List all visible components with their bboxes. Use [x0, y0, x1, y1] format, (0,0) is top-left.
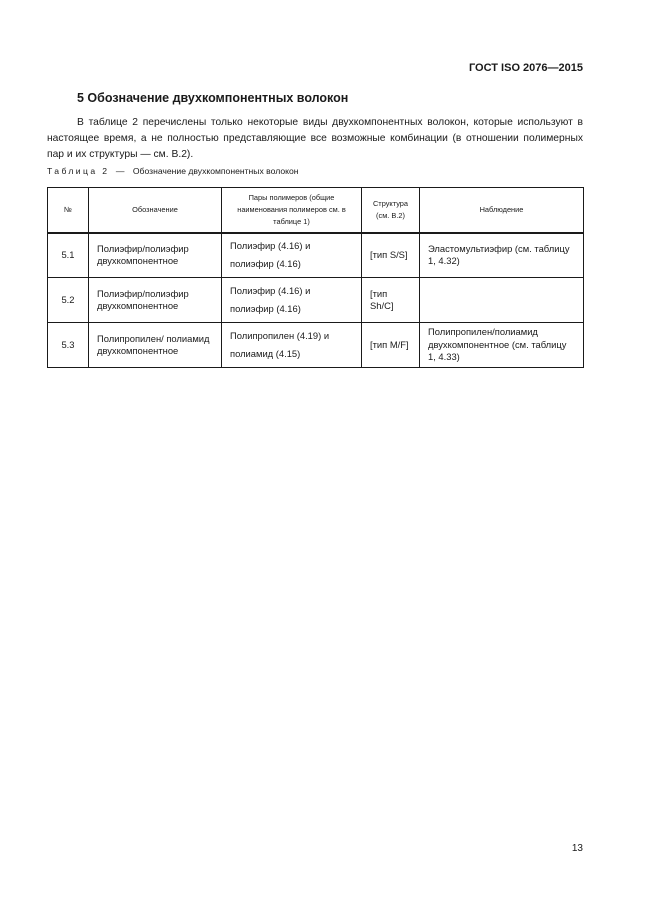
intro-paragraph: В таблице 2 перечислены только некоторые виды двухкомпонентных волокон, которые используют в настоящее время, а не полностью представляющие все возможные комбинации (в отношении полимерных пар и их структуры — см. В.2). [47, 117, 583, 160]
fiber-designation-table [47, 187, 584, 368]
row-polymer-pair: Полипропилен (4.19) и полиамид (4.15) [222, 323, 362, 368]
page-number: 13 [571, 843, 583, 854]
table-row [48, 278, 584, 323]
row-observation [420, 278, 584, 323]
row-polymer-pair: Полиэфир (4.16) и полиэфир (4.16) [222, 278, 362, 323]
table-header-row [48, 188, 584, 233]
header-designation: Обозначение [89, 188, 222, 233]
row-number: 5.2 [48, 278, 89, 323]
table-caption [47, 166, 299, 176]
row-structure: [тип M/F] [362, 323, 420, 368]
table-row [48, 233, 584, 278]
table-caption-label: Таблица 2 [47, 166, 110, 176]
header-structure: Структура (см. В.2) [362, 188, 420, 233]
row-number: 5.3 [48, 323, 89, 368]
row-structure: [тип S/S] [362, 233, 420, 278]
row-designation: Полиэфир/полиэфир двухкомпонентное [89, 233, 222, 278]
section-title: 5 Обозначение двухкомпонентных волокон [77, 91, 349, 105]
row-observation: Эластомультиэфир (см. таблицу 1, 4.32) [420, 233, 584, 278]
header-observation: Наблюдение [420, 188, 584, 233]
row-designation: Полиэфир/полиэфир двухкомпонентное [89, 278, 222, 323]
row-designation: Полипропилен/ полиамид двухкомпонентное [89, 323, 222, 368]
table-caption-title: Обозначение двухкомпонентных волокон [132, 166, 299, 176]
row-polymer-pair: Полиэфир (4.16) и полиэфир (4.16) [222, 233, 362, 278]
row-structure: [тип Sh/C] [362, 278, 420, 323]
row-number: 5.1 [48, 233, 89, 278]
header-polymer-pairs: Пары полимеров (общие наименования полимеров см. в таблице 1) [222, 188, 362, 233]
header-number: № [48, 188, 89, 233]
row-observation: Полипропилен/полиамид двухкомпонентное (см. таблицу 1, 4.33) [420, 323, 584, 368]
document-header: ГОСТ ISO 2076—2015 [468, 62, 583, 74]
table-caption-dash: — [115, 166, 125, 176]
table-row [48, 323, 584, 368]
